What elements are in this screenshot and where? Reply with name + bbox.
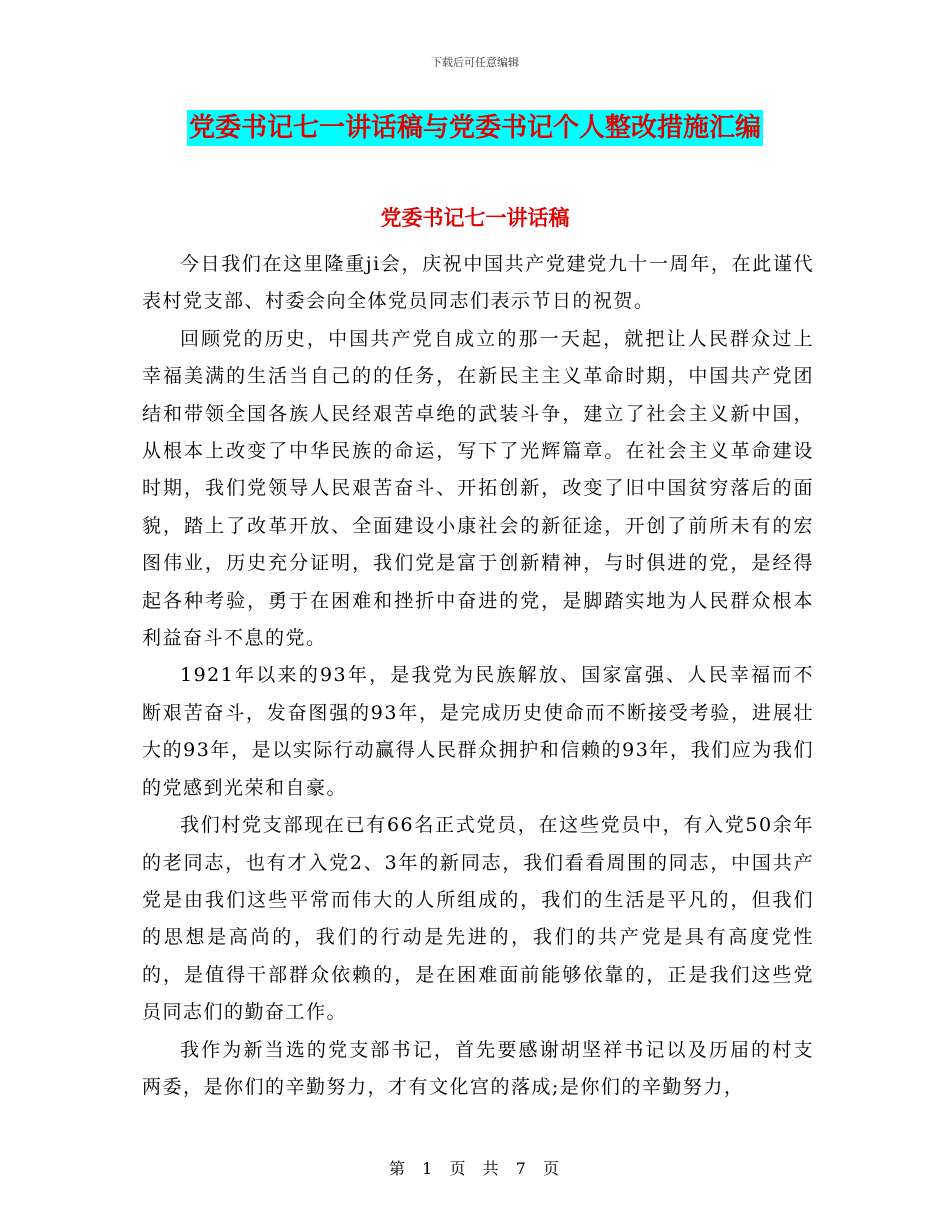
paragraph: 回顾党的历史，中国共产党自成立的那一天起，就把让人民群众过上幸福美满的生活当自己的的任务，在新民主主义革命时期，中国共产党团结和带领全国各族人民经艰苦卓绝的武装斗争，建立了社会主义新中国，从根本上改变了中华民族的命运，写下了光辉篇章。在社会主义革命建设时期，我们党领导人民艰苦奋斗、开拓创新，改变了旧中国贫穷落后的面貌，踏上了改革开放、全面建设小康社会的新征途，开创了前所未有的宏图伟业，历史充分证明，我们党是富于创新精神，与时俱进的党，是经得起各种考验，勇于在困难和挫折中奋进的党，是脚踏实地为人民群众根本利益奋斗不息的党。 [142, 327, 814, 650]
paragraph: 1921年以来的93年，是我党为民族解放、国家富强、人民幸福而不断艰苦奋斗，发奋图强的93年，是完成历史使命而不断接受考验，进展壮大的93年，是以实际行动赢得人民群众拥护和信赖的93年，我们应为我们的党感到光荣和自豪。 [142, 664, 814, 799]
footer-prefix: 第 [389, 1159, 408, 1178]
footer-total-word: 共 [482, 1159, 501, 1178]
current-page-number: 1 [422, 1159, 435, 1178]
document-title: 党委书记七一讲话稿与党委书记个人整改措施汇编 [187, 110, 763, 146]
header-note: 下载后可任意编辑 [431, 56, 519, 69]
document-body [142, 246, 814, 1106]
footer-suffix: 页 [542, 1159, 561, 1178]
page-footer [0, 1156, 950, 1179]
total-page-count: 7 [515, 1159, 528, 1178]
paragraph: 今日我们在这里隆重ji会，庆祝中国共产党建党九十一周年，在此谨代表村党支部、村委会向全体党员同志们表示节日的祝贺。 [142, 253, 814, 313]
paragraph: 我们村党支部现在已有66名正式党员，在这些党员中，有入党50余年的老同志，也有才入党2、3年的新同志，我们看看周围的同志，中国共产党是由我们这些平常而伟大的人所组成的，我们的生活是平凡的，但我们的思想是高尚的，我们的行动是先进的，我们的共产党是具有高度党性的，是值得干部群众依赖的，是在困难面前能够依靠的，正是我们这些党员同志们的勤奋工作。 [142, 814, 814, 1024]
footer-page-word: 页 [449, 1159, 468, 1178]
document-title-container [0, 110, 950, 146]
paragraph: 我作为新当选的党支部书记，首先要感谢胡坚祥书记以及历届的村支两委，是你们的辛勤努力，才有文化宫的落成;是你们的辛勤努力， [142, 1038, 814, 1098]
section-title: 党委书记七一讲话稿 [380, 205, 570, 230]
